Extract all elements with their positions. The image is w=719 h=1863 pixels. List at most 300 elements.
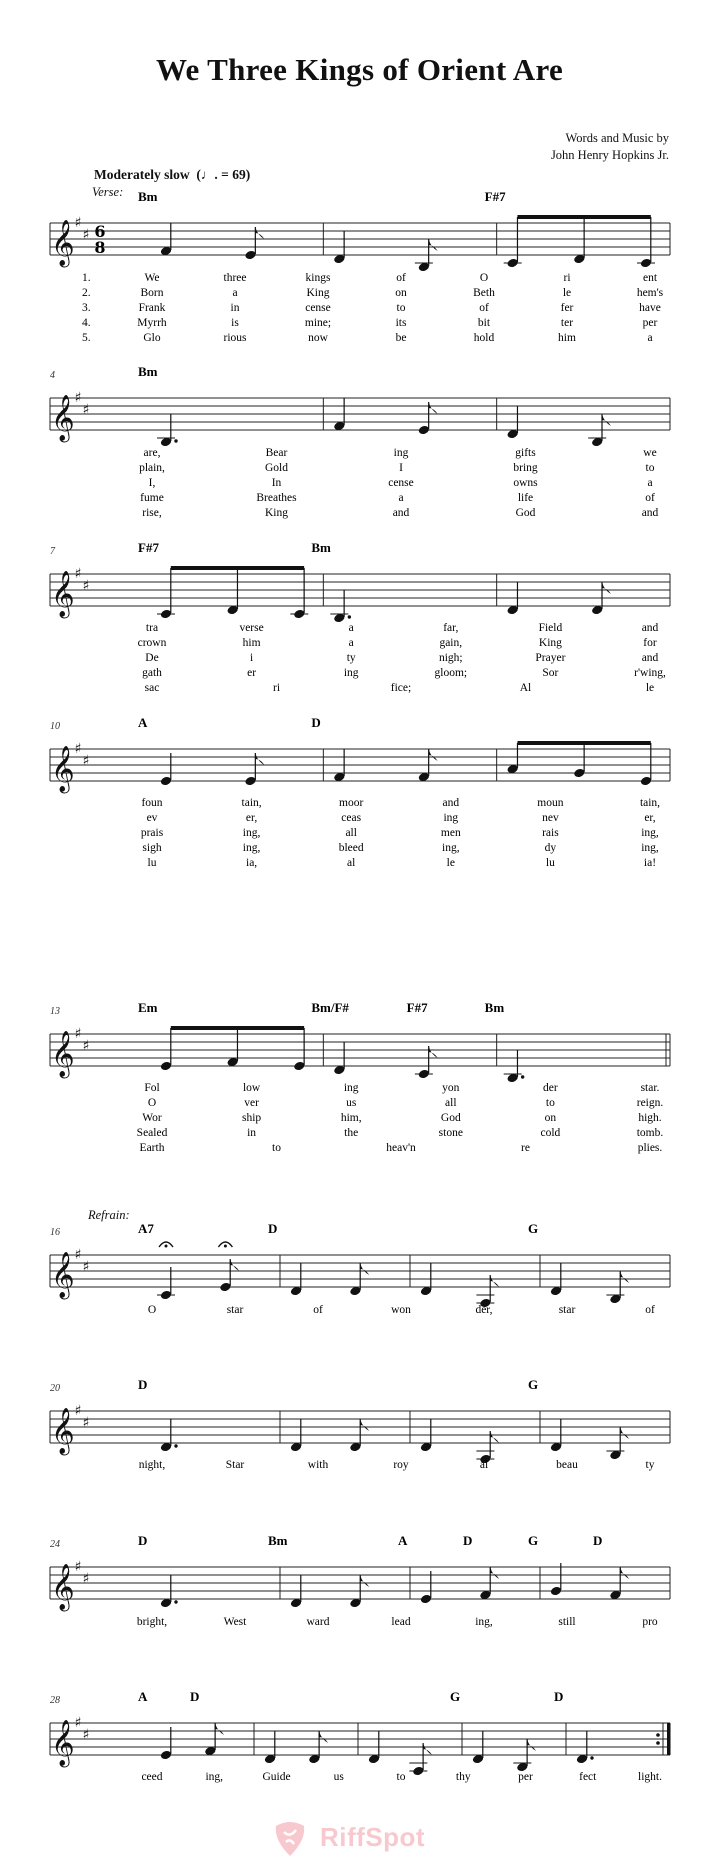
treble-clef-icon: 𝄞 xyxy=(51,746,75,792)
treble-clef-icon: 𝄞 xyxy=(51,1252,75,1298)
dot xyxy=(174,439,177,442)
lyric-syllable: Glo xyxy=(143,332,161,344)
lyric-syllable: rious xyxy=(223,332,247,344)
lyric-syllable: er, xyxy=(245,812,258,824)
lyric-syllable: le xyxy=(446,857,455,869)
flag-icon xyxy=(360,1419,369,1431)
lyric-syllable: three xyxy=(223,272,247,284)
chord-symbol: G xyxy=(528,1377,539,1392)
dot xyxy=(174,1600,177,1603)
lyric-syllable: ri xyxy=(272,682,281,694)
lyric-syllable: al xyxy=(479,1459,489,1471)
lyric-syllable: tain, xyxy=(241,797,262,809)
lyric-syllable: light. xyxy=(638,1771,662,1783)
chord-symbol: Em xyxy=(138,1000,158,1015)
lyric-syllable: for xyxy=(643,637,657,649)
chord-symbol: D xyxy=(593,1533,603,1548)
lyric-syllable: verse xyxy=(239,622,264,634)
lyric-syllable: ing xyxy=(393,447,409,459)
lyric-syllable: now xyxy=(308,332,328,344)
lyric-syllable: I, xyxy=(148,477,156,489)
lyric-syllable: r'wing, xyxy=(634,667,666,679)
lyric-syllable: der, xyxy=(475,1304,493,1316)
lyric-syllable: plies. xyxy=(637,1142,663,1154)
treble-clef-icon: 𝄞 xyxy=(51,571,75,617)
lyric-syllable: O xyxy=(147,1304,157,1316)
flag-icon xyxy=(429,1046,438,1058)
lyric-syllable: him xyxy=(242,637,261,649)
lyric-syllable: Prayer xyxy=(535,652,566,664)
measure-number: 13 xyxy=(50,1006,60,1017)
lyric-syllable: of xyxy=(396,272,406,284)
music-system xyxy=(50,1563,670,1608)
lyric-syllable: in xyxy=(230,302,240,314)
lyric-syllable: fice; xyxy=(390,682,412,694)
chord-symbol: D xyxy=(138,1377,148,1392)
lyric-syllable: all xyxy=(345,827,357,839)
lyric-syllable: have xyxy=(639,302,661,314)
lyric-syllable: gifts xyxy=(515,447,536,459)
song-title: We Three Kings of Orient Are xyxy=(155,52,564,87)
lyric-syllable: plain, xyxy=(139,462,165,474)
lyric-syllable: on xyxy=(395,287,407,299)
lyric-syllable: ter xyxy=(560,317,574,329)
chord-symbol: F#7 xyxy=(406,1000,428,1015)
lyric-syllable: King xyxy=(306,287,330,299)
lyric-syllable: of xyxy=(479,302,489,314)
lyric-syllable: and xyxy=(641,652,659,664)
lyric-syllable: its xyxy=(395,317,407,329)
flag-icon xyxy=(490,1275,499,1287)
lyric-syllable: ia! xyxy=(643,857,657,869)
flag-icon xyxy=(423,1743,432,1755)
sharp-icon: ♯ xyxy=(74,1715,82,1731)
lyric-syllable: are, xyxy=(143,447,161,459)
repeat-dot xyxy=(656,1741,660,1745)
lyric-syllable: of xyxy=(313,1304,323,1316)
lyric-syllable: ing, xyxy=(205,1771,224,1783)
dot xyxy=(348,615,351,618)
lyric-syllable: hem's xyxy=(636,287,664,299)
lyric-syllable: a xyxy=(348,637,354,649)
final-barline xyxy=(667,1723,671,1755)
flag-icon xyxy=(620,1271,629,1283)
dot xyxy=(521,1075,524,1078)
chord-symbol: Bm/F# xyxy=(311,1000,349,1015)
measure-number: 7 xyxy=(50,546,55,557)
measure-number: 24 xyxy=(50,1539,60,1550)
lyric-syllable: dy xyxy=(544,842,557,854)
lyric-syllable: stone xyxy=(438,1127,463,1139)
flag-icon xyxy=(429,402,438,414)
verse-label: Verse: xyxy=(92,185,124,199)
lyric-syllable: Born xyxy=(140,287,164,299)
lyric-syllable: a xyxy=(232,287,238,299)
time-signature-top: 6 xyxy=(94,222,106,241)
chord-symbol: Bm xyxy=(268,1533,288,1548)
sharp-icon: ♯ xyxy=(74,566,82,582)
lyric-syllable: al xyxy=(347,857,356,869)
sharp-icon: ♯ xyxy=(82,1415,90,1431)
lyric-syllable: ri xyxy=(563,272,571,284)
riffspot-logo xyxy=(270,1818,460,1858)
lyric-syllable: far, xyxy=(443,622,459,634)
lyric-syllable: ing, xyxy=(442,842,460,854)
lyric-syllable: i xyxy=(249,652,254,664)
lyric-syllable: to xyxy=(272,1142,281,1154)
verse-number: 1. xyxy=(82,272,91,284)
treble-clef-icon: 𝄞 xyxy=(51,220,75,266)
lyric-syllable: cense xyxy=(305,302,331,314)
verse-number: 3. xyxy=(82,302,91,314)
lyric-syllable: nev xyxy=(542,812,559,824)
lyric-syllable: won xyxy=(391,1304,411,1316)
sharp-icon: ♯ xyxy=(74,1403,82,1419)
lyric-syllable: owns xyxy=(513,477,538,489)
flag-icon xyxy=(527,1739,536,1751)
music-system xyxy=(50,566,670,623)
lyric-syllable: mine; xyxy=(304,317,332,329)
lyric-syllable: ceed xyxy=(141,1771,163,1783)
lyric-syllable: Star xyxy=(225,1459,245,1471)
lyric-syllable: ing, xyxy=(242,827,261,839)
lyric-syllable: ship xyxy=(242,1112,262,1124)
flag-icon xyxy=(230,1259,239,1271)
lyric-syllable: ing, xyxy=(641,827,659,839)
lyric-syllable: to xyxy=(645,462,655,474)
lyric-syllable: We xyxy=(144,272,160,284)
lyric-syllable: fume xyxy=(140,492,164,504)
sharp-icon: ♯ xyxy=(82,753,90,769)
lyric-syllable: star. xyxy=(640,1082,660,1094)
lyric-syllable: low xyxy=(242,1082,261,1094)
flag-icon xyxy=(429,239,438,251)
lyric-syllable: Bear xyxy=(265,447,288,459)
lyric-syllable: der xyxy=(543,1082,558,1094)
treble-clef-icon: 𝄞 xyxy=(51,395,75,441)
lyric-syllable: to xyxy=(545,1097,555,1109)
lyric-syllable: God xyxy=(515,507,536,519)
beam xyxy=(171,566,304,570)
lyric-syllable: us xyxy=(333,1771,344,1783)
lyric-syllable: still xyxy=(558,1616,576,1628)
lyric-syllable: fer xyxy=(560,302,574,314)
guitar-pick-icon xyxy=(270,1818,310,1858)
lyric-syllable: us xyxy=(346,1097,357,1109)
lyric-syllable: Guide xyxy=(262,1771,291,1783)
tempo-bpm: 69 xyxy=(232,167,246,182)
flag-icon xyxy=(490,1567,499,1579)
lyric-syllable: of xyxy=(645,492,655,504)
lyric-syllable: King xyxy=(538,637,562,649)
lyric-syllable: er, xyxy=(644,812,656,824)
lyric-syllable: tra xyxy=(145,622,159,634)
lyric-syllable: bleed xyxy=(338,842,364,854)
lyric-syllable: in xyxy=(247,1127,257,1139)
lyric-syllable: to xyxy=(396,302,406,314)
sharp-icon: ♯ xyxy=(82,1038,90,1054)
lyric-syllable: ent xyxy=(642,272,658,284)
lyric-syllable: with xyxy=(307,1459,329,1471)
tempo-text: Moderately slow xyxy=(94,167,190,182)
lyric-syllable: high. xyxy=(638,1112,662,1124)
lyric-syllable: and xyxy=(641,507,659,519)
lyric-syllable: life xyxy=(517,492,534,504)
lyric-syllable: moun xyxy=(537,797,564,809)
lyric-syllable: Myrrh xyxy=(137,317,167,329)
flag-icon xyxy=(620,1567,629,1579)
sharp-icon: ♯ xyxy=(82,578,90,594)
lyric-syllable: O xyxy=(147,1097,157,1109)
sharp-icon: ♯ xyxy=(74,741,82,757)
lyric-syllable: ty xyxy=(346,652,356,664)
lyric-syllable: rise, xyxy=(142,507,162,519)
lyric-syllable: bit xyxy=(477,317,491,329)
sharp-icon: ♯ xyxy=(82,402,90,418)
lyric-syllable: ing, xyxy=(641,842,659,854)
lyric-syllable: moor xyxy=(339,797,364,809)
lyric-syllable: Earth xyxy=(139,1142,165,1154)
lyric-syllable: star xyxy=(558,1304,576,1316)
treble-clef-icon: 𝄞 xyxy=(51,1031,75,1077)
lyric-syllable: nigh; xyxy=(438,652,463,664)
lyric-syllable: ing xyxy=(343,1082,359,1094)
lyric-syllable: pro xyxy=(642,1616,658,1628)
lyric-syllable: King xyxy=(265,507,288,519)
lyric-syllable: le xyxy=(645,682,655,694)
lyric-syllable: beau xyxy=(556,1459,578,1471)
music-system xyxy=(50,215,670,272)
credits-line-2: John Henry Hopkins Jr. xyxy=(550,148,669,162)
flag-icon xyxy=(490,1431,499,1443)
repeat-dot xyxy=(656,1733,660,1737)
lyric-syllable: er xyxy=(247,667,257,679)
lyric-syllable: fect xyxy=(579,1771,597,1783)
chord-symbol: Bm xyxy=(138,189,158,204)
chord-symbol: D xyxy=(463,1533,473,1548)
flag-icon xyxy=(602,582,611,594)
lyric-syllable: re xyxy=(521,1142,530,1154)
lyric-syllable: we xyxy=(643,447,657,459)
lyric-syllable: heav'n xyxy=(386,1142,416,1154)
lyric-syllable: lu xyxy=(545,857,555,869)
lyric-syllable: and xyxy=(442,797,460,809)
lyric-syllable: star xyxy=(226,1304,244,1316)
lyric-syllable: yon xyxy=(442,1082,460,1094)
flag-icon xyxy=(215,1723,224,1735)
fermata-dot xyxy=(224,1245,227,1248)
flag-icon xyxy=(429,749,438,761)
lyric-syllable: Sealed xyxy=(136,1127,168,1139)
lyric-syllable: bright, xyxy=(136,1616,168,1628)
lyric-syllable: O xyxy=(479,272,489,284)
lyric-syllable: ward xyxy=(306,1616,330,1628)
lyric-syllable: Field xyxy=(538,622,563,634)
lyric-syllable: kings xyxy=(305,272,331,284)
lyric-syllable: the xyxy=(344,1127,359,1139)
treble-clef-icon: 𝄞 xyxy=(51,1564,75,1610)
lyric-syllable: sac xyxy=(144,682,160,694)
lyric-syllable: and xyxy=(392,507,410,519)
lyric-syllable: I xyxy=(399,462,403,474)
lyric-syllable: and xyxy=(641,622,659,634)
lyric-syllable: ia, xyxy=(246,857,258,869)
lyric-syllable: roy xyxy=(393,1459,409,1471)
lyric-syllable: be xyxy=(395,332,407,344)
flag-icon xyxy=(360,1263,369,1275)
lyric-syllable: men xyxy=(440,827,461,839)
measure-number: 28 xyxy=(50,1695,60,1706)
flag-icon xyxy=(620,1427,629,1439)
measure-number: 16 xyxy=(50,1227,60,1238)
dot xyxy=(174,1444,177,1447)
chord-symbol: F#7 xyxy=(138,540,159,555)
chord-symbol: D xyxy=(138,1533,148,1548)
lyric-syllable: cold xyxy=(540,1127,561,1139)
lyric-syllable: Fol xyxy=(144,1082,160,1094)
chord-symbol: D xyxy=(268,1221,278,1236)
lyric-syllable: tomb. xyxy=(636,1127,664,1139)
sharp-icon: ♯ xyxy=(74,1247,82,1263)
lyric-syllable: prais xyxy=(140,827,164,839)
lyric-syllable: per xyxy=(642,317,658,329)
sharp-icon: ♯ xyxy=(82,1259,90,1275)
lyric-syllable: reign. xyxy=(636,1097,664,1109)
beam xyxy=(517,741,650,745)
flag-icon xyxy=(255,753,264,765)
lyric-syllable: gath xyxy=(142,667,162,679)
lyric-syllable: a xyxy=(647,477,653,489)
lyric-syllable: is xyxy=(231,317,239,329)
lyric-syllable: Gold xyxy=(265,462,288,474)
sharp-icon: ♯ xyxy=(82,1571,90,1587)
lyric-syllable: thy xyxy=(455,1771,471,1783)
measure-number: 10 xyxy=(50,721,60,732)
lyric-syllable: Sor xyxy=(542,667,559,679)
sharp-icon: ♯ xyxy=(74,1026,82,1042)
lyric-syllable: Beth xyxy=(473,287,495,299)
chord-symbol: F#7 xyxy=(484,189,506,204)
lyric-syllable: De xyxy=(145,652,159,664)
lyric-syllable: lead xyxy=(391,1616,411,1628)
music-system xyxy=(50,398,670,447)
sharp-icon: ♯ xyxy=(82,227,90,243)
music-system xyxy=(50,1242,670,1308)
chord-symbol: D xyxy=(311,715,321,730)
music-system xyxy=(50,1723,671,1776)
verse-number: 2. xyxy=(82,287,91,299)
lyric-syllable: on xyxy=(544,1112,557,1124)
chord-symbol: Bm xyxy=(138,364,158,379)
credits-line-1: Words and Music by xyxy=(565,131,669,145)
lyric-syllable: him xyxy=(558,332,576,344)
chord-symbol: A xyxy=(138,1689,148,1704)
flag-icon xyxy=(255,227,264,239)
lyric-syllable: Al xyxy=(519,682,532,694)
flag-icon xyxy=(602,414,611,426)
lyric-syllable: cense xyxy=(388,477,414,489)
chord-symbol: D xyxy=(190,1689,200,1704)
fermata-dot xyxy=(165,1245,168,1248)
lyric-syllable: a xyxy=(398,492,404,504)
sharp-icon: ♯ xyxy=(82,1727,90,1743)
lyric-syllable: to xyxy=(396,1771,406,1783)
flag-icon xyxy=(360,1575,369,1587)
refrain-label: Refrain: xyxy=(88,1208,130,1222)
sharp-icon: ♯ xyxy=(74,215,82,231)
lyric-syllable: hold xyxy=(473,332,495,344)
verse-number: 5. xyxy=(82,332,91,344)
lyric-syllable: rais xyxy=(542,827,559,839)
lyric-syllable: God xyxy=(440,1112,461,1124)
lyric-syllable: ev xyxy=(146,812,158,824)
lyric-syllable: him, xyxy=(340,1112,362,1124)
chord-symbol: A xyxy=(398,1533,408,1548)
lyric-syllable: a xyxy=(348,622,354,634)
lyric-syllable: of xyxy=(645,1304,655,1316)
lyric-syllable: In xyxy=(271,477,282,489)
logo-text: RiffSpot xyxy=(320,1822,426,1852)
time-signature-bottom: 8 xyxy=(94,238,106,257)
measure-number: 4 xyxy=(50,370,55,381)
treble-clef-icon: 𝄞 xyxy=(51,1720,75,1766)
dotted-quarter-note-icon: ♩. xyxy=(200,167,218,182)
verse-number: 4. xyxy=(82,317,91,329)
tempo-metronome: (♩. = 69) xyxy=(192,167,251,182)
chord-symbol: Bm xyxy=(311,540,331,555)
lyric-syllable: le xyxy=(562,287,572,299)
lyric-syllable: West xyxy=(223,1616,247,1628)
lyric-syllable: ceas xyxy=(341,812,362,824)
chord-symbol: Bm xyxy=(484,1000,505,1015)
chord-symbol: G xyxy=(528,1533,539,1548)
lyric-syllable: gloom; xyxy=(434,667,468,679)
lyric-syllable: ty xyxy=(645,1459,655,1471)
lyric-syllable: a xyxy=(647,332,653,344)
lyric-syllable: lu xyxy=(147,857,157,869)
lyric-syllable: sigh xyxy=(142,842,162,854)
lyric-syllable: bring xyxy=(513,462,538,474)
lyric-syllable: Breathes xyxy=(256,492,297,504)
beam xyxy=(517,215,650,219)
lyric-syllable: tain, xyxy=(639,797,661,809)
beam xyxy=(171,1026,304,1030)
lyric-syllable: ing xyxy=(343,667,359,679)
lyric-syllable: ing xyxy=(443,812,459,824)
chord-symbol: G xyxy=(528,1221,539,1236)
music-system xyxy=(50,1026,670,1083)
flag-icon xyxy=(319,1731,328,1743)
chord-symbol: D xyxy=(554,1689,564,1704)
treble-clef-icon: 𝄞 xyxy=(51,1408,75,1454)
chord-symbol: A7 xyxy=(138,1221,154,1236)
lyric-syllable: gain, xyxy=(439,637,463,649)
chord-symbol: A xyxy=(138,715,148,730)
lyric-syllable: Wor xyxy=(142,1112,162,1124)
music-system xyxy=(50,741,670,786)
lyric-syllable: Frank xyxy=(138,302,166,314)
lyric-syllable: foun xyxy=(141,797,163,809)
lyric-syllable: ver xyxy=(244,1097,259,1109)
lyric-syllable: per xyxy=(518,1771,533,1783)
music-system xyxy=(50,1411,670,1464)
sharp-icon: ♯ xyxy=(74,1559,82,1575)
lyric-syllable: night, xyxy=(138,1459,166,1471)
lyric-syllable: all xyxy=(445,1097,457,1109)
chord-symbol: G xyxy=(450,1689,461,1704)
dot xyxy=(590,1756,593,1759)
lyric-syllable: ing, xyxy=(242,842,261,854)
